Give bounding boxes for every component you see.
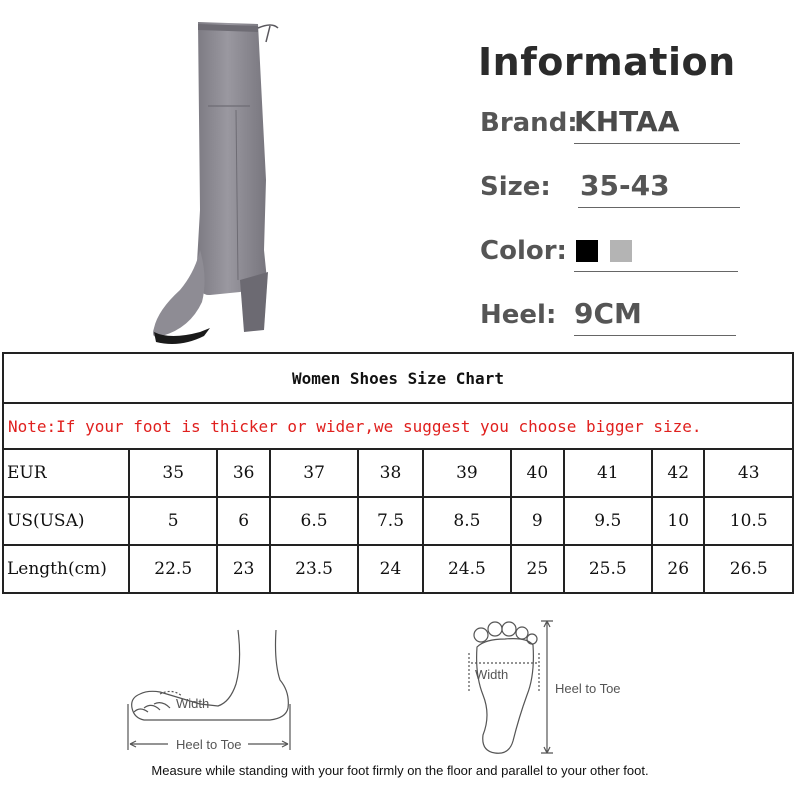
table-cell: 5 (129, 497, 217, 545)
table-row-eur (3, 449, 793, 497)
color-row (480, 228, 742, 272)
boot-image (140, 10, 300, 345)
heel-underline (574, 335, 736, 337)
size-row (480, 164, 742, 208)
color-label: Color: (480, 236, 567, 266)
table-cell: 35 (129, 449, 217, 497)
size-value: 35-43 (580, 169, 670, 202)
brand-row (480, 100, 742, 144)
brand-label: Brand: (480, 108, 578, 138)
side-length-label: Heel to Toe (176, 737, 242, 752)
table-cell: 8.5 (423, 497, 511, 545)
table-cell: 41 (564, 449, 652, 497)
table-cell: 7.5 (358, 497, 422, 545)
table-row-length (3, 545, 793, 593)
color-swatch-gray (610, 240, 632, 262)
size-chart-note: Note:If your foot is thicker or wider,we suggest you choose bigger size. (3, 403, 793, 449)
table-cell: 9 (511, 497, 563, 545)
table-cell: 39 (423, 449, 511, 497)
table-cell: 9.5 (564, 497, 652, 545)
table-cell: 10 (652, 497, 704, 545)
table-cell: 26 (652, 545, 704, 593)
foot-sole-diagram (455, 615, 645, 760)
table-cell: 23 (217, 545, 269, 593)
table-cell: 26.5 (704, 545, 793, 593)
size-underline (578, 207, 740, 209)
heel-label: Heel: (480, 300, 557, 330)
measure-note: Measure while standing with your foot firmly on the floor and parallel to your other foot. (151, 763, 649, 778)
brand-value: KHTAA (574, 105, 680, 138)
row-label: EUR (3, 449, 129, 497)
heel-row (480, 292, 742, 336)
table-cell: 23.5 (270, 545, 358, 593)
sole-width-label: Width (475, 667, 509, 682)
brand-underline (574, 143, 740, 145)
table-cell: 24.5 (423, 545, 511, 593)
color-underline (574, 271, 738, 273)
size-chart-table (2, 352, 794, 594)
side-width-label: Width (176, 696, 210, 711)
table-cell: 38 (358, 449, 422, 497)
table-cell: 42 (652, 449, 704, 497)
table-cell: 43 (704, 449, 793, 497)
table-cell: 22.5 (129, 545, 217, 593)
table-cell: 10.5 (704, 497, 793, 545)
table-cell: 25.5 (564, 545, 652, 593)
table-cell: 6 (217, 497, 269, 545)
table-cell: 36 (217, 449, 269, 497)
size-chart-title: Women Shoes Size Chart (3, 353, 793, 403)
table-cell: 37 (270, 449, 358, 497)
table-cell: 24 (358, 545, 422, 593)
sole-length-label: Heel to Toe (555, 681, 621, 696)
table-cell: 25 (511, 545, 563, 593)
info-title: Information (478, 40, 736, 84)
color-swatch-black (576, 240, 598, 262)
heel-value: 9CM (574, 297, 642, 330)
table-cell: 40 (511, 449, 563, 497)
foot-side-diagram (120, 622, 300, 757)
table-row-us (3, 497, 793, 545)
table-cell: 6.5 (270, 497, 358, 545)
size-label: Size: (480, 172, 551, 202)
row-label: Length(cm) (3, 545, 129, 593)
row-label: US(USA) (3, 497, 129, 545)
